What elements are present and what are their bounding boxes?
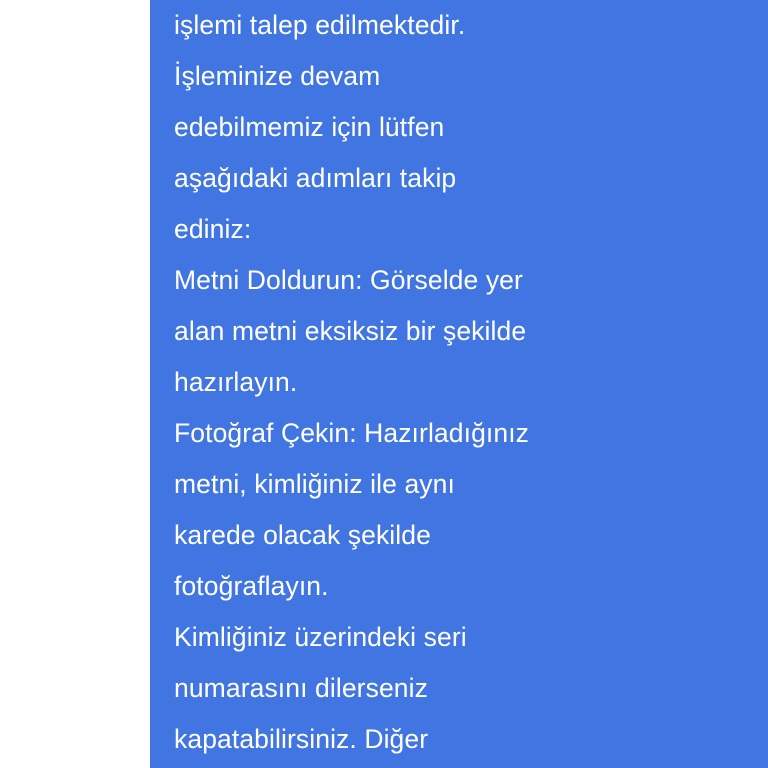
- message-line: İşleminize devam: [174, 61, 381, 91]
- left-margin: [0, 0, 150, 768]
- message-line: Fotoğraf Çekin: Hazırladığınız: [174, 418, 530, 448]
- message-line: işlemi talep edilmektedir.: [174, 10, 466, 40]
- message-line: aşağıdaki adımları takip: [174, 163, 457, 193]
- message-line: edebilmemiz için lütfen: [174, 112, 445, 142]
- message-line: alan metni eksiksiz bir şekilde: [174, 316, 527, 346]
- message-text: [174, 0, 746, 765]
- message-line: ediniz:: [174, 214, 252, 244]
- message-line: kapatabilirsiniz. Diğer: [174, 724, 429, 754]
- message-line: Kimliğiniz üzerindeki seri: [174, 622, 467, 652]
- message-line: fotoğraflayın.: [174, 571, 329, 601]
- message-line: hazırlayın.: [174, 367, 298, 397]
- chat-message-bubble[interactable]: [150, 0, 768, 768]
- message-line: metni, kimliğiniz ile aynı: [174, 469, 455, 499]
- message-line: numarasını dilerseniz: [174, 673, 428, 703]
- message-line: Metni Doldurun: Görselde yer: [174, 265, 523, 295]
- message-line: karede olacak şekilde: [174, 520, 431, 550]
